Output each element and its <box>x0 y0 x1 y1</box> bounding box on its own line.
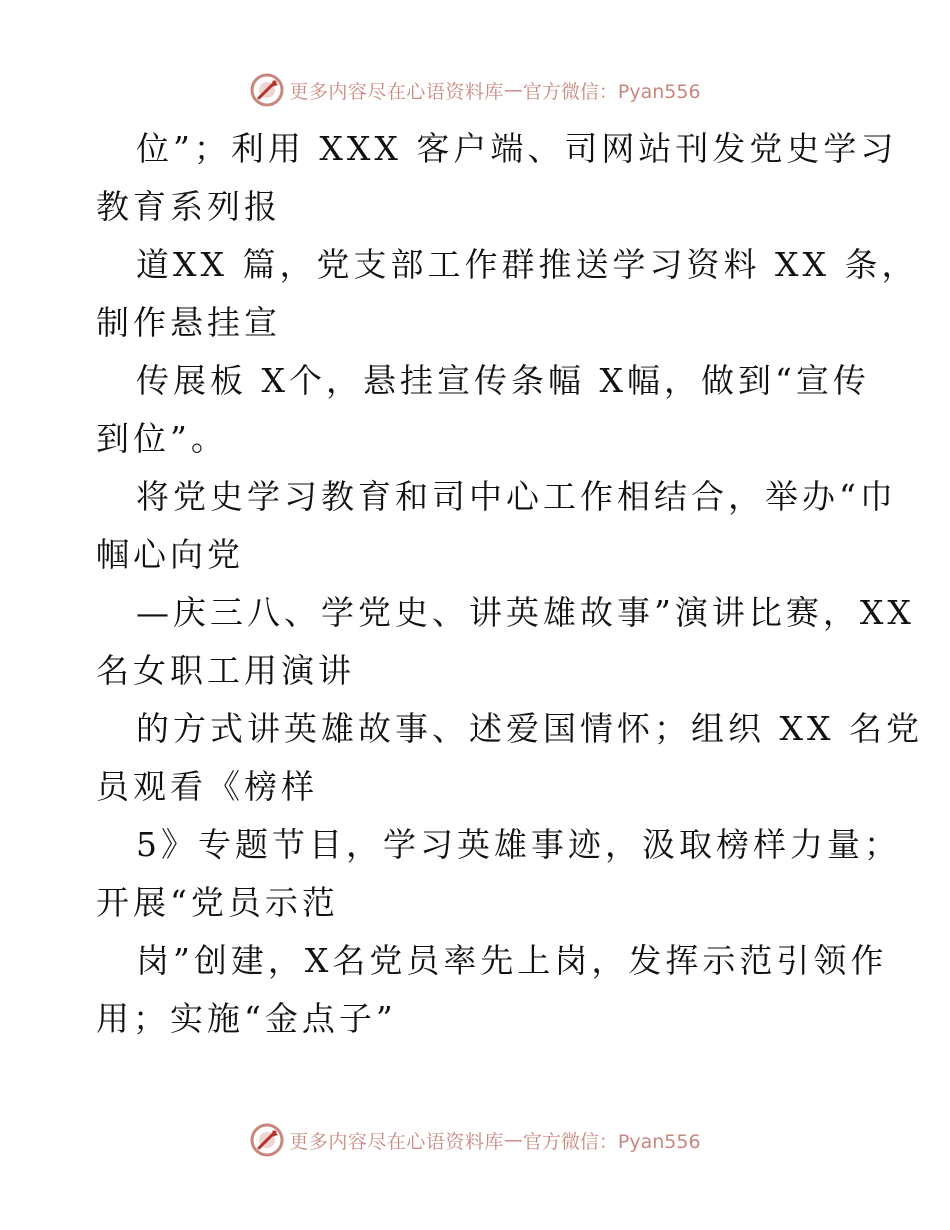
text-line: 岗”创建，X名党员率先上岗，发挥示范引领作 <box>136 941 888 980</box>
text-line: 传展板 X个，悬挂宣传条幅 X幅，做到“宣传 <box>136 361 870 400</box>
text-line: 用；实施“金点子” <box>96 999 397 1038</box>
header-separator: — <box>503 79 523 101</box>
header-banner <box>0 70 950 110</box>
text-line: 帼心向党 <box>96 535 244 574</box>
header-brand-text: 更多内容尽在心语资料库 <box>289 80 504 103</box>
footer-brand-text: 更多内容尽在心语资料库 <box>289 1130 504 1153</box>
text-line: 教育系列报 <box>96 187 281 226</box>
text-line: 到位”。 <box>96 419 228 458</box>
text-line: 的方式讲英雄故事、述爱国情怀；组织 XX 名党 <box>136 709 923 748</box>
footer-banner <box>0 1120 950 1160</box>
text-line: 道XX 篇，党支部工作群推送学习资料 XX 条， <box>136 245 919 284</box>
document-body <box>96 120 923 1048</box>
footer-wechat-text: 官方微信：Pyan556 <box>522 1130 701 1153</box>
text-line: 制作悬挂宣 <box>96 303 281 342</box>
text-line: 名女职工用演讲 <box>96 651 355 690</box>
text-line: 将党史学习教育和司中心工作相结合，举办“巾 <box>136 477 897 516</box>
text-line: 开展“党员示范 <box>96 883 339 922</box>
header-wechat-text: 官方微信：Pyan556 <box>522 80 701 103</box>
text-line: 位”；利用 XXX 客户端、司网站刊发党史学习 <box>136 129 898 168</box>
text-line: 5》专题节目，学习英雄事迹，汲取榜样力量； <box>136 825 901 864</box>
text-line: —庆三八、学党史、讲英雄故事”演讲比赛，XX <box>136 593 915 632</box>
logo-icon <box>249 72 285 108</box>
footer-separator: — <box>503 1129 523 1151</box>
logo-icon <box>249 1122 285 1158</box>
text-line: 员观看《榜样 <box>96 767 318 806</box>
